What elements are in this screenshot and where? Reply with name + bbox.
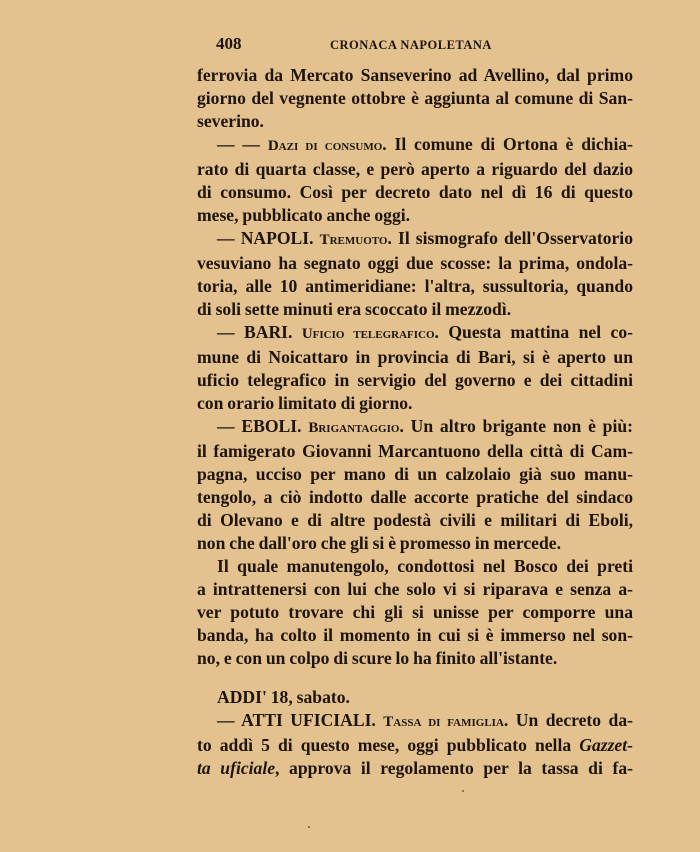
text-run: — ATTI UFICIALI. — [217, 710, 384, 730]
text-line — [197, 252, 633, 275]
text-run: non che dall'oro che gli si è promesso in mercede. — [197, 533, 561, 553]
text-run: to addì 5 di questo mese, oggi pubblicato nella — [197, 735, 580, 755]
text-line — [197, 133, 633, 158]
text-line — [197, 321, 633, 346]
italic-text: Gazzet- — [579, 735, 633, 755]
text-line — [197, 158, 633, 181]
text-run: ver potuto trovare chi gli si unisse per comporre una — [197, 602, 633, 622]
text-run: . Il comune di Ortona è dichia- — [382, 134, 634, 154]
text-line — [197, 415, 633, 440]
text-run: a intrattenersi con lui che solo vi si riparava e senza a- — [197, 579, 633, 599]
section-heading: Dazi di consumo — [267, 138, 383, 154]
text-run: vesuviano ha segnato oggi due scosse: la prima, ondola- — [197, 253, 633, 273]
text-line — [197, 686, 633, 709]
text-run: no, e con un colpo di scure lo ha finito all'istante. — [197, 648, 558, 668]
text-run: — — — [217, 134, 268, 154]
text-run: Il quale manutengolo, condottosi nel Bosco dei preti — [217, 556, 633, 576]
text-line — [197, 734, 633, 757]
text-run: di soli sette minuti era scoccato il mezzodì. — [197, 299, 512, 319]
text-line — [197, 624, 633, 647]
text-run: di Olevano e di altre podestà civili e militari di Eboli, — [197, 510, 633, 530]
text-run: con orario limitato di giorno. — [197, 393, 413, 413]
text-run: — BARI. — [217, 322, 302, 342]
text-run: mune di Noicattaro in provincia di Bari, si è aperto un — [197, 347, 633, 367]
text-line — [197, 369, 633, 392]
text-run: rato di quarta classe, e però aperto a riguardo del dazio — [197, 159, 633, 179]
text-line — [197, 601, 633, 624]
text-run: banda, ha colto il momento in cui si è immerso nel son- — [197, 625, 633, 645]
text-line — [197, 440, 633, 463]
section-heading: Tremuoto — [319, 232, 388, 248]
running-head: CRONACA NAPOLETANA — [330, 38, 492, 52]
text-line — [197, 64, 633, 87]
italic-text: ta uficiale — [197, 758, 276, 778]
text-line — [197, 204, 633, 227]
text-line — [197, 709, 633, 734]
text-line — [197, 346, 633, 369]
text-run: — NAPOLI. — [217, 228, 320, 248]
text-line — [197, 578, 633, 601]
text-run: uficio telegrafico in servigio del governo e dei cittadini — [197, 370, 633, 390]
text-line — [197, 227, 633, 252]
text-line — [197, 647, 633, 670]
page-number: 408 — [216, 34, 242, 53]
text-run: , approva il regolamento per la tassa di fa- — [275, 758, 633, 778]
scan-speck — [308, 826, 310, 828]
text-run: severino. — [197, 111, 264, 131]
text-line — [197, 555, 633, 578]
text-line — [197, 486, 633, 509]
text-run: . Un altro brigante non è più: — [399, 416, 633, 436]
scan-speck — [462, 790, 464, 792]
body-text — [197, 64, 633, 780]
text-line — [197, 532, 633, 555]
section-heading: Uficio telegrafico — [301, 326, 435, 342]
page-header — [216, 34, 516, 56]
text-run: pagna, ucciso per mano di un calzolaio già suo manu- — [197, 464, 633, 484]
text-run: tengolo, a ciò indotto dalle accorte pratiche del sindaco — [197, 487, 633, 507]
text-run: — EBOLI. — [217, 416, 309, 436]
text-run: ADDI' 18, sabato. — [217, 687, 350, 707]
section-heading: Tassa di famiglia — [383, 714, 504, 730]
text-run: giorno del vegnente ottobre è aggiunta al comune di San- — [197, 88, 633, 108]
section-heading: Brigantaggio — [308, 420, 400, 436]
text-line — [197, 87, 633, 110]
text-run: il famigerato Giovanni Marcantuono della città di Cam- — [197, 441, 633, 461]
text-line — [197, 275, 633, 298]
text-line — [197, 181, 633, 204]
text-line — [197, 392, 633, 415]
text-run: toria, alle 10 antimeridiane: l'altra, sussultoria, quando — [197, 276, 633, 296]
text-run: mese, pubblicato anche oggi. — [197, 205, 411, 225]
text-run: ferrovia da Mercato Sanseverino ad Avellino, dal primo — [197, 65, 633, 85]
text-line — [197, 463, 633, 486]
text-run: . Questa mattina nel co- — [434, 322, 633, 342]
text-line — [197, 509, 633, 532]
text-line — [197, 757, 633, 780]
text-line — [197, 298, 633, 321]
text-line — [197, 110, 633, 133]
text-run: . Un decreto da- — [503, 710, 633, 730]
text-run: di consumo. Così per decreto dato nel dì 16 di questo — [197, 182, 633, 202]
text-run: . Il sismografo dell'Osservatorio — [387, 228, 633, 248]
